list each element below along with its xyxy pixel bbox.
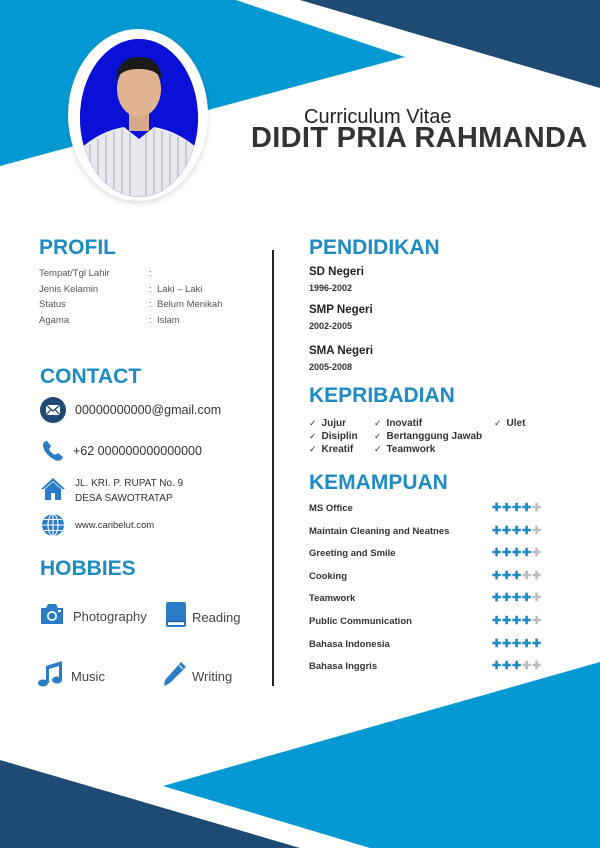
rating-plus-filled-icon: ✚: [522, 547, 532, 560]
check-icon: ✓: [374, 418, 382, 428]
skill-rating: [492, 616, 541, 627]
skill-rating: [492, 526, 541, 537]
rating-plus-filled-icon: ✚: [512, 637, 522, 650]
rating-plus-filled-icon: ✚: [502, 569, 512, 582]
trait-item: ✓ Teamwork: [374, 444, 436, 455]
rating-plus-filled-icon: ✚: [512, 569, 522, 582]
globe-icon: [40, 512, 66, 538]
skill-rating: [492, 571, 541, 582]
rating-plus-filled-icon: ✚: [502, 502, 512, 514]
skill-name: Greeting and Smile: [309, 548, 396, 560]
contact-address: [40, 476, 183, 506]
rating-plus-filled-icon: ✚: [492, 569, 502, 582]
rating-plus-empty-icon: ✚: [532, 547, 542, 560]
rating-plus-filled-icon: ✚: [502, 637, 512, 650]
profil-separator: :: [149, 284, 152, 295]
rating-plus-filled-icon: ✚: [492, 660, 502, 673]
skill-row: [309, 616, 541, 627]
contact-website: [40, 512, 154, 538]
rating-plus-filled-icon: ✚: [522, 502, 532, 514]
rating-plus-empty-icon: ✚: [532, 615, 542, 627]
rating-plus-filled-icon: ✚: [522, 524, 532, 537]
profil-separator: :: [149, 315, 152, 326]
rating-plus-empty-icon: ✚: [532, 524, 542, 537]
profil-value: Islam: [157, 315, 180, 326]
education-school: SD Negeri: [309, 266, 364, 278]
kepribadian-heading: KEPRIBADIAN: [309, 384, 455, 407]
profil-label: Jenis Kelamin: [39, 284, 99, 295]
skill-name: Maintain Cleaning and Neatnes: [309, 525, 450, 537]
envelope-icon: [40, 397, 66, 423]
rating-plus-filled-icon: ✚: [502, 547, 512, 560]
contact-heading: CONTACT: [40, 365, 142, 388]
skill-rating: [492, 548, 541, 559]
skill-row: [309, 526, 541, 537]
rating-plus-filled-icon: ✚: [512, 660, 522, 673]
profil-row: [39, 315, 180, 326]
profil-heading: PROFIL: [39, 236, 116, 259]
pendidikan-heading: PENDIDIKAN: [309, 236, 440, 259]
profil-separator: :: [149, 299, 152, 310]
rating-plus-filled-icon: ✚: [502, 660, 512, 673]
hobby-item: [165, 601, 240, 633]
skill-name: Bahasa Inggris: [309, 661, 378, 673]
address-line2: DESA SAWOTRATAP: [75, 493, 173, 504]
trait-item: ✓ Kreatif: [309, 444, 354, 455]
skill-rating: [492, 661, 541, 672]
rating-plus-filled-icon: ✚: [492, 615, 502, 627]
skill-name: Bahasa Indonesia: [309, 638, 390, 650]
rating-plus-filled-icon: ✚: [512, 615, 522, 627]
trait-item: ✓ Disiplin: [309, 431, 358, 442]
skill-name: Cooking: [309, 570, 347, 582]
profil-label: Status: [39, 299, 66, 310]
address-line1: JL. KRI. P. RUPAT No. 9: [75, 478, 184, 489]
hobbies-heading: HOBBIES: [40, 557, 136, 580]
skill-row: [309, 503, 541, 514]
skill-row: [309, 571, 541, 582]
skill-row: [309, 661, 541, 672]
check-icon: ✓: [374, 444, 382, 454]
contact-phone: [40, 438, 202, 464]
skill-row: [309, 639, 541, 650]
hobby-item: [162, 660, 232, 693]
rating-plus-filled-icon: ✚: [512, 547, 522, 560]
rating-plus-empty-icon: ✚: [522, 660, 532, 673]
check-icon: ✓: [374, 431, 382, 441]
skill-row: [309, 593, 541, 604]
hobby-label: Reading: [192, 609, 241, 625]
address-block: [75, 476, 183, 506]
profile-photo: [80, 39, 198, 197]
email-text[interactable]: 00000000000@gmail.com: [75, 403, 222, 417]
rating-plus-filled-icon: ✚: [512, 592, 522, 605]
rating-plus-empty-icon: ✚: [532, 502, 542, 514]
rating-plus-filled-icon: ✚: [492, 547, 502, 560]
profil-separator: :: [149, 268, 152, 279]
skill-row: [309, 548, 541, 559]
profil-row: [39, 268, 157, 279]
check-icon: ✓: [309, 444, 317, 454]
home-icon: [40, 476, 66, 502]
rating-plus-filled-icon: ✚: [502, 592, 512, 605]
rating-plus-filled-icon: ✚: [492, 592, 502, 605]
website-link[interactable]: www.caribelut.com: [75, 519, 155, 531]
phone-icon: [40, 438, 66, 464]
hobby-label: Writing: [192, 669, 233, 684]
hobby-label: Music: [71, 668, 105, 684]
trait-item: ✓ Ulet: [494, 418, 526, 429]
skill-name: MS Office: [309, 503, 353, 514]
education-school: SMP Negeri: [309, 304, 373, 316]
skill-rating: [492, 639, 541, 650]
rating-plus-filled-icon: ✚: [522, 592, 532, 605]
column-divider: [272, 250, 274, 686]
camera-icon: [39, 602, 65, 631]
hobby-item: [37, 660, 105, 692]
contact-email: [40, 397, 221, 423]
profil-value: Laki – Laki: [157, 284, 203, 295]
profil-row: [39, 284, 202, 295]
rating-plus-filled-icon: ✚: [522, 637, 532, 650]
check-icon: ✓: [309, 418, 317, 428]
education-years: 1996-2002: [309, 283, 353, 293]
rating-plus-filled-icon: ✚: [492, 502, 502, 514]
rating-plus-filled-icon: ✚: [502, 615, 512, 627]
rating-plus-empty-icon: ✚: [532, 660, 542, 673]
skill-name: Public Communication: [309, 616, 412, 627]
cv-name: DIDIT PRIA RAHMANDA: [251, 122, 588, 154]
rating-plus-filled-icon: ✚: [512, 524, 522, 537]
education-years: 2005-2008: [309, 362, 353, 372]
rating-plus-empty-icon: ✚: [532, 569, 542, 582]
education-years: 2002-2005: [309, 321, 353, 331]
book-icon: [165, 601, 187, 633]
education-school: SMA Negeri: [309, 345, 374, 357]
profil-label: Agama: [39, 315, 70, 326]
rating-plus-filled-icon: ✚: [512, 502, 522, 514]
music-icon: [37, 660, 65, 692]
trait-item: ✓ Inovatif: [374, 418, 423, 429]
person-photo-icon: [80, 39, 198, 197]
kemampuan-heading: KEMAMPUAN: [309, 471, 448, 494]
rating-plus-filled-icon: ✚: [502, 524, 512, 537]
skill-name: Teamwork: [309, 593, 356, 605]
trait-item: ✓ Jujur: [309, 418, 346, 429]
rating-plus-filled-icon: ✚: [522, 615, 532, 627]
hobby-label: Photography: [73, 609, 147, 624]
trait-item: ✓ Bertanggung Jawab: [374, 431, 483, 442]
profil-row: [39, 299, 222, 310]
check-icon: ✓: [309, 431, 317, 441]
profil-label: Tempat/Tgl Lahir: [39, 268, 110, 279]
phone-text[interactable]: +62 000000000000000: [73, 444, 202, 458]
hobby-item: [39, 602, 147, 631]
rating-plus-filled-icon: ✚: [532, 637, 542, 650]
skill-rating: [492, 503, 541, 514]
rating-plus-empty-icon: ✚: [532, 592, 542, 605]
check-icon: ✓: [494, 418, 502, 428]
profil-value: Belum Menikah: [157, 299, 223, 310]
rating-plus-filled-icon: ✚: [492, 637, 502, 650]
skill-rating: [492, 593, 541, 604]
rating-plus-empty-icon: ✚: [522, 569, 532, 582]
rating-plus-filled-icon: ✚: [492, 524, 502, 537]
cv-subtitle: Curriculum Vitae: [304, 106, 452, 128]
pencil-icon: [162, 660, 188, 693]
